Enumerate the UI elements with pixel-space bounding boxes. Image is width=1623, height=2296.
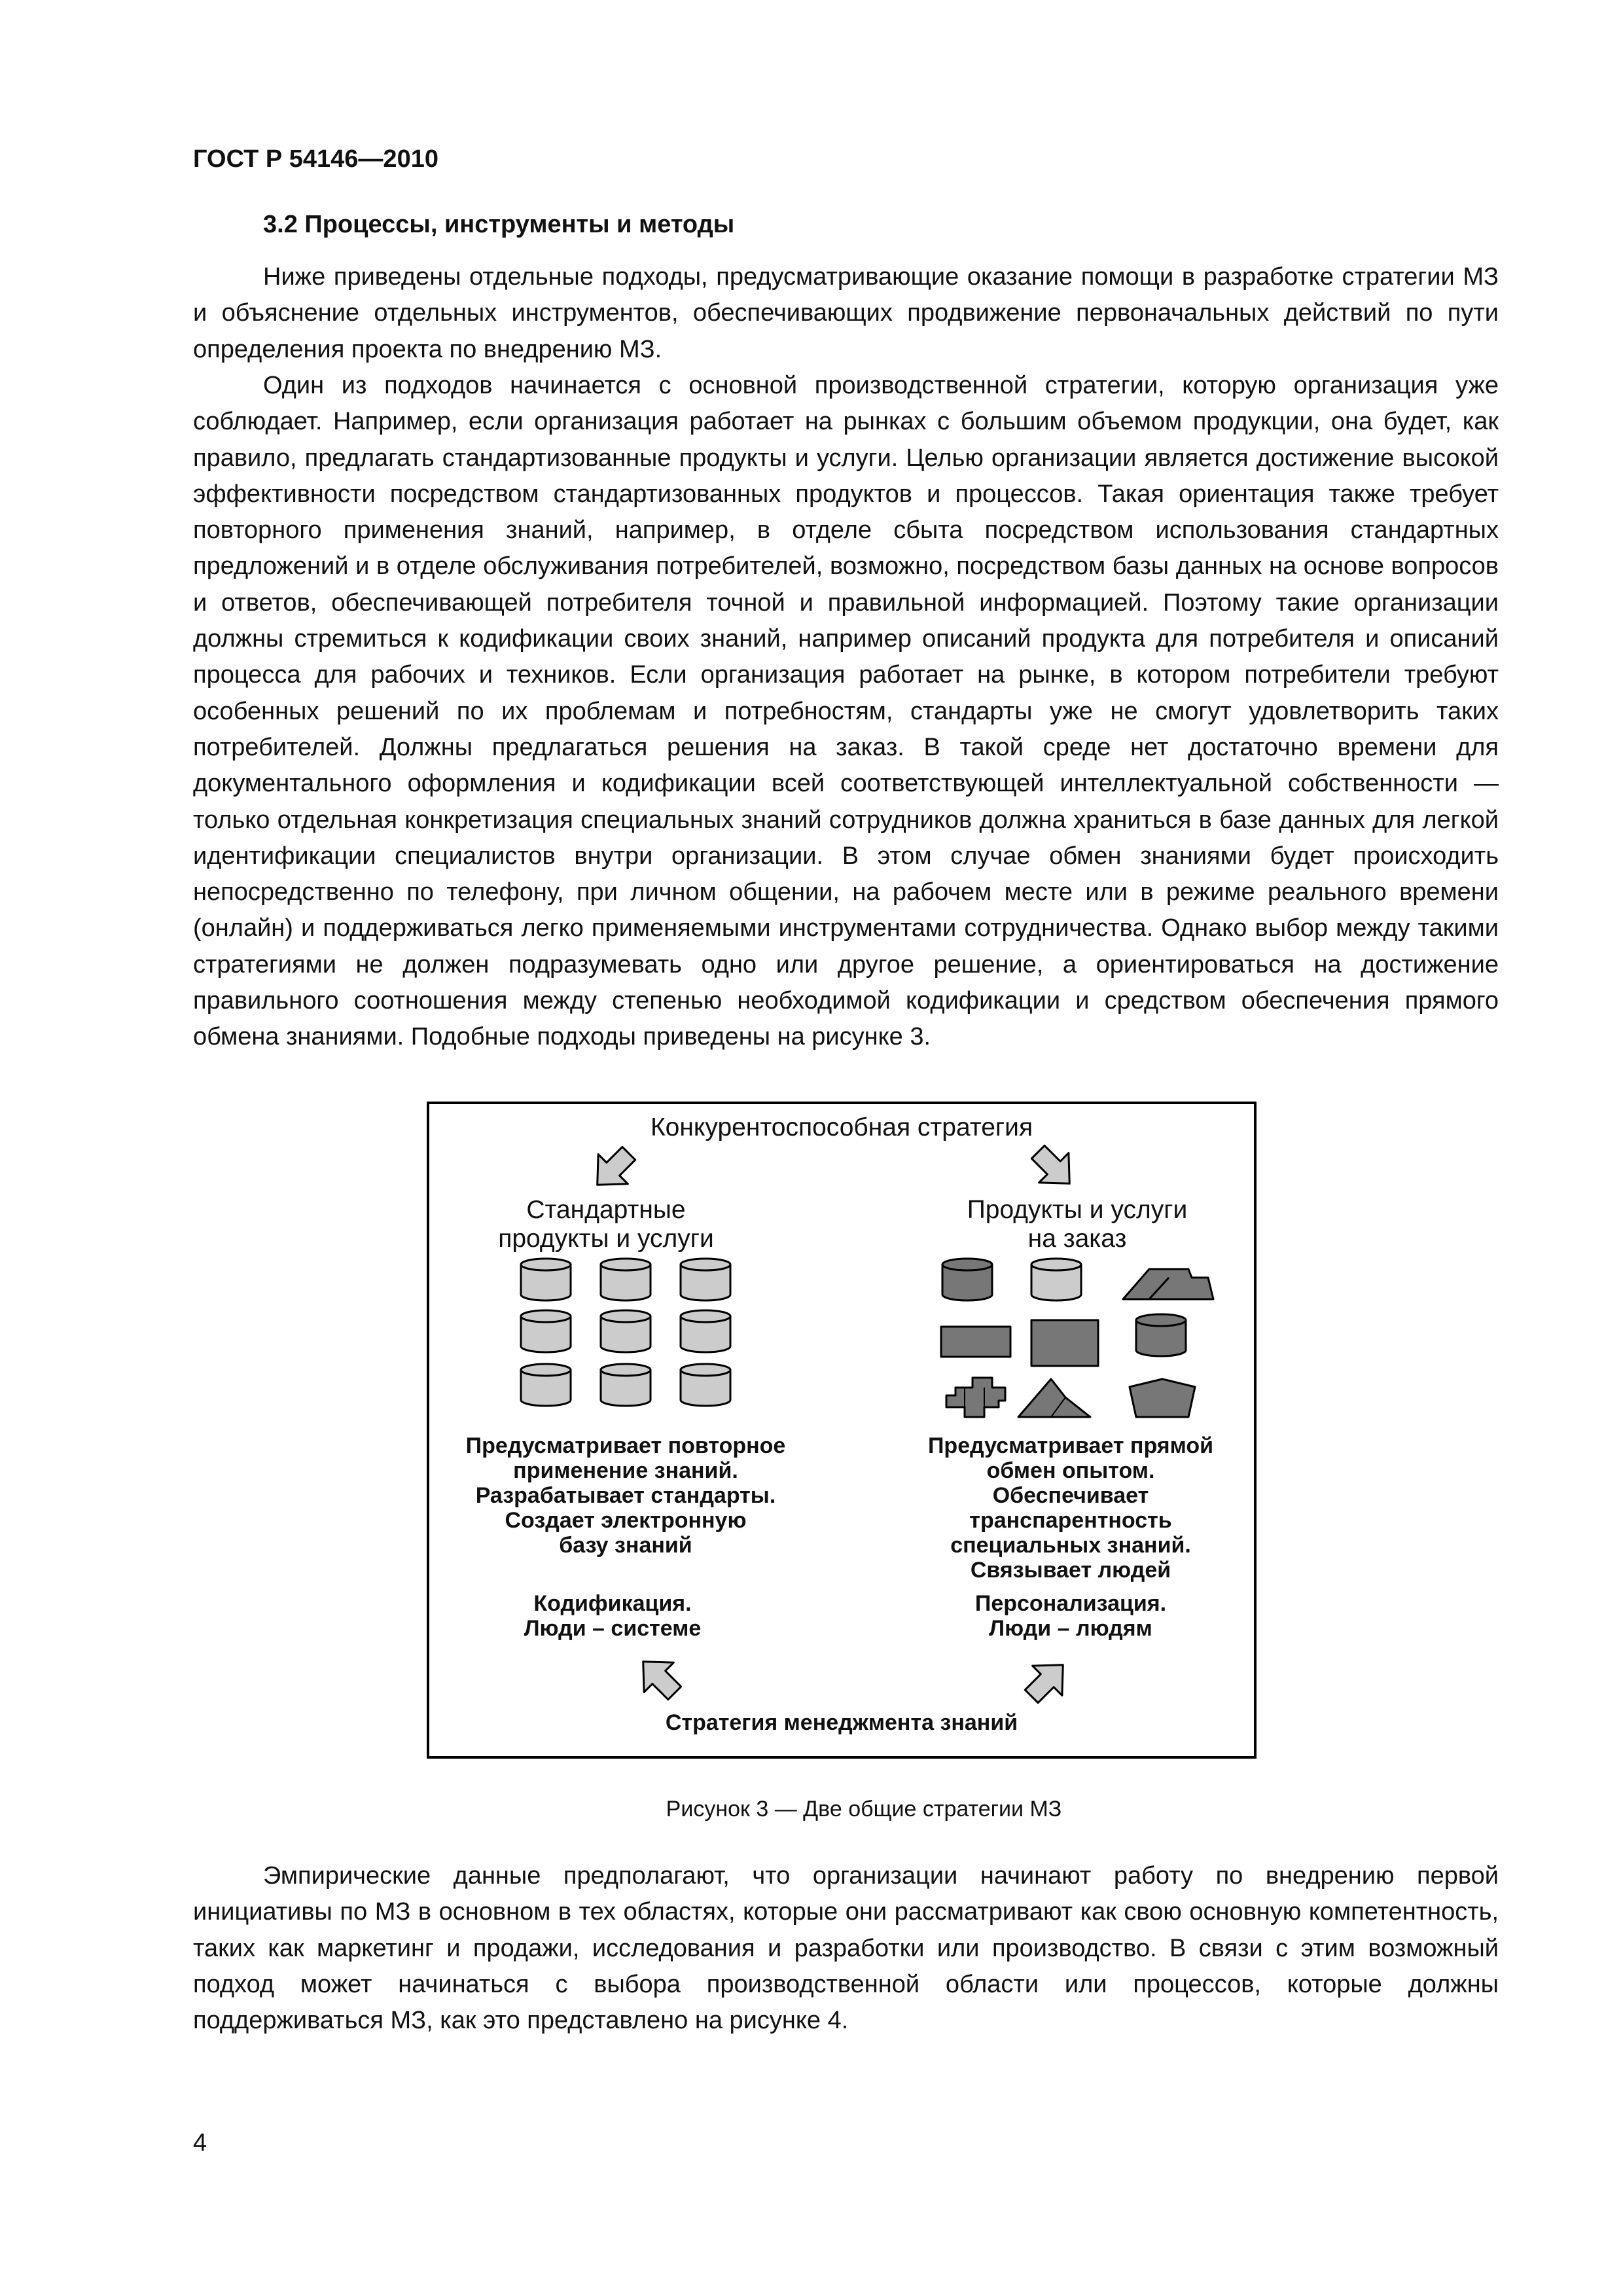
standard-products-database-icons [521,1259,730,1406]
arrow-up-left-icon [628,1647,689,1708]
left-heading: Стандартные продукты и услуги [498,1196,714,1253]
arrow-up-right-icon [1017,1650,1078,1711]
paragraph-3: Эмпирические данные предполагают, что организации начинают работу по внедрению первой инициативы по МЗ в основном в тех областях, которые они рассматривают как свою основную компетентность, таких как маркетинг и продажи, исследования и разработки или производство. В связи с этим возможный подход может начинаться с выбора производственной области или процессов, которые должны поддерживаться МЗ, как это представлено на рисунке 4. [193,1862,1499,2035]
figure-caption: Рисунок 3 — Две общие стратегии МЗ [666,1797,1062,1821]
figure-3 [427,1102,1257,1759]
section-title: 3.2 Процессы, инструменты и методы [263,211,735,238]
codification-label: Кодификация. Люди – системе [524,1591,702,1641]
personalization-label: Персонализация. Люди – людям [974,1591,1167,1641]
page-number: 4 [193,2129,207,2157]
arrow-down-left-icon [582,1139,643,1200]
document-header: ГОСТ Р 54146—2010 [193,145,438,173]
arrow-down-right-icon [1024,1138,1084,1198]
paragraph-1: Ниже приведены отдельные подходы, предусматривающие оказание помощи в разработке стратегии МЗ и объяснение отдельных инструментов, обеспечивающих продвижение первоначальных действий по пути определения проекта по внедрению МЗ. [193,263,1499,363]
right-heading: Продукты и услуги на заказ [967,1196,1188,1253]
paragraph-2: Один из подходов начинается с основной производственной стратегии, которую организация уже соблюдает. Например, если организация работает на рынках с большим объемом продукции, она будет, как правило, предлагать стандартизованные продукты и услуги. Целью организации является достижение высокой эффективности посредством стандартизованных продуктов и процессов. Такая ориентация также требует повторного применения знаний, например, в отделе сбыта посредством использования стандартных предложений и в отделе обслуживания потребителей, возможно, посредством базы данных на основе вопросов и ответов, обеспечивающей потребителя точной и правильной информацией. Поэтому такие организации должны стремиться к кодификации своих знаний, например описаний продукта для потребителя и описаний процесса для рабочих и техников. Если организация работает на рынке, в котором потребители требуют особенных решений по их проблемам и потребностям, стандарты уже не смогут удовлетворить таких потребителей. Должны предлагаться решения на заказ. В такой среде нет достаточно времени для документального оформления и кодификации всей соответствующей интеллектуальной собственности — только отдельная конкретизация специальных знаний сотрудников должна храниться в базе данных для легкой идентификации специалистов внутри организации. В этом случае обмен знаниями будет происходить непосредственно по телефону, при личном общении, на рабочем месте или в режиме реального времени (онлайн) и поддерживаться легко применяемыми инструментами сотрудничества. Однако выбор между такими стратегиями не должен подразумевать одно или другое решение, а ориентироваться на достижение правильного соотношения между степенью необходимой кодификации и средством обеспечения прямого обмена знаниями. Подобные подходы приведены на рисунке 3. [193,372,1499,1051]
custom-products-shape-icons [941,1259,1213,1417]
figure-bottom-title: Стратегия менеджмента знаний [665,1710,1018,1735]
left-description: Предусматривает повторное применение знаний. Разрабатывает стандарты. Создает электронную базу знаний [465,1433,786,1558]
right-description: Предусматривает прямой обмен опытом. Обеспечивает транспарентность специальных знаний. Связывает людей [927,1433,1213,1583]
figure-top-title: Конкурентоспособная стратегия [650,1113,1033,1141]
